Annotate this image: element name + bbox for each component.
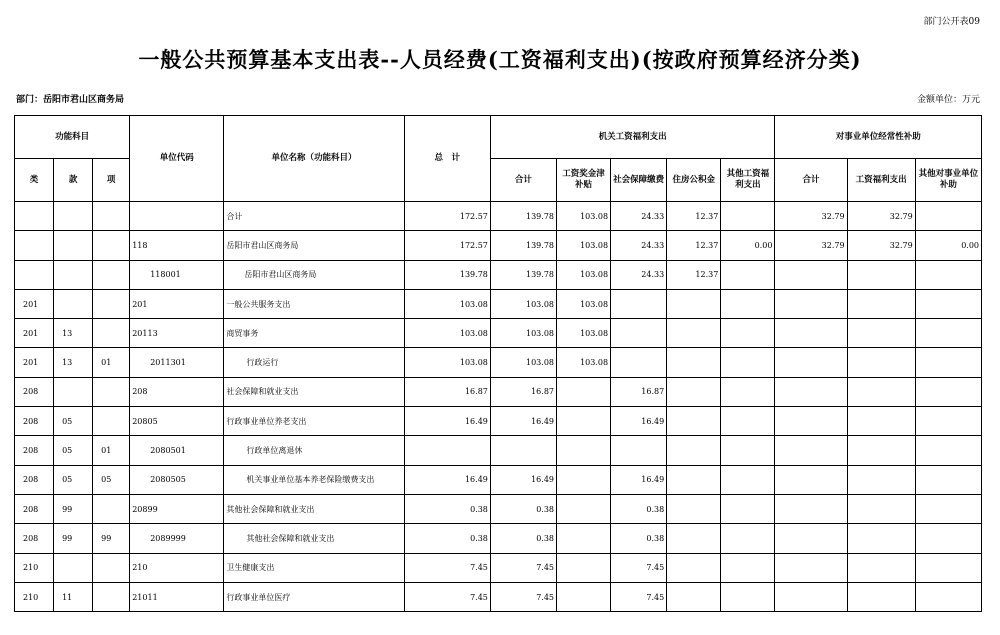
cell-subsidy-wage-welfare — [847, 319, 915, 348]
header-unit-name: 单位名称（功能科目） — [224, 116, 404, 202]
cell-agency-housing-fund — [667, 348, 721, 377]
header-agency-wage-bonus: 工资奖金津补贴 — [557, 159, 611, 202]
cell-kuan: 05 — [54, 407, 93, 436]
table-row — [15, 289, 982, 318]
header-unit-code: 单位代码 — [130, 116, 224, 202]
cell-agency-social-security: 7.45 — [611, 582, 667, 611]
cell-agency-other — [721, 407, 775, 436]
cell-unit-code: 2080501 — [130, 436, 224, 465]
cell-xiang: 99 — [93, 524, 130, 553]
cell-unit-name: 其他社会保障和就业支出 — [224, 524, 404, 553]
cell-unit-code: 20805 — [130, 407, 224, 436]
cell-kuan: 99 — [54, 524, 93, 553]
cell-agency-social-security: 16.49 — [611, 407, 667, 436]
cell-total: 103.08 — [404, 289, 490, 318]
cell-lei: 208 — [15, 436, 54, 465]
cell-agency-wage-bonus — [557, 553, 611, 582]
table-row — [15, 202, 982, 231]
cell-lei — [15, 260, 54, 289]
cell-unit-code: 118001 — [130, 260, 224, 289]
expenditure-table — [14, 115, 982, 612]
cell-agency-housing-fund — [667, 289, 721, 318]
cell-agency-wage-bonus — [557, 407, 611, 436]
cell-agency-total: 0.38 — [490, 524, 556, 553]
table-body — [15, 202, 982, 612]
cell-agency-social-security: 7.45 — [611, 553, 667, 582]
cell-unit-code: 2011301 — [130, 348, 224, 377]
cell-agency-total: 16.87 — [490, 377, 556, 406]
cell-agency-social-security: 24.33 — [611, 231, 667, 260]
cell-subsidy-wage-welfare: 32.79 — [847, 202, 915, 231]
cell-total: 103.08 — [404, 348, 490, 377]
amount-unit-label: 金额单位：万元 — [916, 95, 980, 105]
cell-subsidy-total — [775, 524, 847, 553]
cell-subsidy-wage-welfare — [847, 289, 915, 318]
cell-unit-name: 卫生健康支出 — [224, 553, 404, 582]
cell-agency-other — [721, 377, 775, 406]
cell-total: 16.49 — [404, 465, 490, 494]
table-row — [15, 494, 982, 523]
cell-lei: 208 — [15, 407, 54, 436]
header-agency-total: 合计 — [490, 159, 556, 202]
cell-agency-housing-fund — [667, 436, 721, 465]
cell-agency-social-security — [611, 348, 667, 377]
cell-subsidy-wage-welfare — [847, 377, 915, 406]
table-row — [15, 524, 982, 553]
cell-agency-wage-bonus: 103.08 — [557, 260, 611, 289]
cell-lei: 210 — [15, 582, 54, 611]
cell-subsidy-total — [775, 582, 847, 611]
cell-agency-other — [721, 289, 775, 318]
cell-total: 7.45 — [404, 553, 490, 582]
table-row — [15, 407, 982, 436]
cell-unit-code: 118 — [130, 231, 224, 260]
cell-subsidy-other — [915, 465, 981, 494]
cell-subsidy-other — [915, 582, 981, 611]
cell-subsidy-other — [915, 377, 981, 406]
cell-agency-other — [721, 524, 775, 553]
table-row — [15, 260, 982, 289]
cell-agency-social-security: 24.33 — [611, 260, 667, 289]
cell-agency-housing-fund — [667, 494, 721, 523]
cell-unit-code: 208 — [130, 377, 224, 406]
cell-agency-housing-fund — [667, 553, 721, 582]
table-row — [15, 553, 982, 582]
cell-subsidy-other — [915, 407, 981, 436]
cell-xiang — [93, 231, 130, 260]
cell-xiang — [93, 582, 130, 611]
header-kuan: 款 — [54, 159, 93, 202]
cell-total: 139.78 — [404, 260, 490, 289]
cell-subsidy-wage-welfare — [847, 524, 915, 553]
cell-agency-total: 139.78 — [490, 202, 556, 231]
cell-subsidy-wage-welfare — [847, 348, 915, 377]
cell-agency-total: 7.45 — [490, 553, 556, 582]
cell-lei: 208 — [15, 465, 54, 494]
cell-subsidy-total: 32.79 — [775, 202, 847, 231]
cell-subsidy-other: 0.00 — [915, 231, 981, 260]
cell-subsidy-other — [915, 348, 981, 377]
header-subsidy-wage-welfare: 工资福利支出 — [847, 159, 915, 202]
cell-agency-housing-fund: 12.37 — [667, 231, 721, 260]
cell-unit-name: 行政事业单位医疗 — [224, 582, 404, 611]
cell-agency-total: 139.78 — [490, 231, 556, 260]
cell-agency-other — [721, 348, 775, 377]
table-row — [15, 348, 982, 377]
cell-agency-total — [490, 436, 556, 465]
cell-agency-total: 16.49 — [490, 407, 556, 436]
cell-lei: 201 — [15, 319, 54, 348]
cell-agency-wage-bonus — [557, 465, 611, 494]
cell-subsidy-wage-welfare — [847, 494, 915, 523]
cell-subsidy-wage-welfare — [847, 407, 915, 436]
cell-total: 172.57 — [404, 202, 490, 231]
cell-agency-social-security: 24.33 — [611, 202, 667, 231]
cell-subsidy-total — [775, 319, 847, 348]
cell-lei: 208 — [15, 494, 54, 523]
cell-lei: 208 — [15, 524, 54, 553]
cell-xiang — [93, 494, 130, 523]
cell-xiang — [93, 553, 130, 582]
cell-xiang — [93, 407, 130, 436]
header-institution-subsidy: 对事业单位经常性补助 — [775, 116, 982, 159]
cell-subsidy-total — [775, 377, 847, 406]
cell-agency-housing-fund — [667, 377, 721, 406]
cell-agency-total: 0.38 — [490, 494, 556, 523]
header-total: 总 计 — [404, 116, 490, 202]
cell-xiang — [93, 260, 130, 289]
cell-subsidy-total — [775, 407, 847, 436]
cell-subsidy-other — [915, 524, 981, 553]
cell-agency-housing-fund: 12.37 — [667, 260, 721, 289]
cell-agency-wage-bonus — [557, 582, 611, 611]
cell-agency-total: 7.45 — [490, 582, 556, 611]
cell-agency-other — [721, 494, 775, 523]
cell-kuan: 13 — [54, 348, 93, 377]
cell-total: 0.38 — [404, 524, 490, 553]
cell-xiang: 01 — [93, 348, 130, 377]
cell-agency-other — [721, 582, 775, 611]
cell-agency-other: 0.00 — [721, 231, 775, 260]
header-agency-wage-welfare: 机关工资福利支出 — [490, 116, 775, 159]
cell-subsidy-wage-welfare — [847, 465, 915, 494]
cell-agency-total: 103.08 — [490, 319, 556, 348]
cell-agency-social-security — [611, 436, 667, 465]
cell-kuan: 99 — [54, 494, 93, 523]
cell-agency-social-security — [611, 319, 667, 348]
cell-subsidy-total — [775, 348, 847, 377]
cell-subsidy-other — [915, 553, 981, 582]
cell-lei — [15, 202, 54, 231]
header-functional-subject: 功能科目 — [15, 116, 130, 159]
cell-agency-social-security: 16.87 — [611, 377, 667, 406]
header-lei: 类 — [15, 159, 54, 202]
cell-lei: 208 — [15, 377, 54, 406]
cell-agency-wage-bonus — [557, 436, 611, 465]
cell-agency-housing-fund — [667, 465, 721, 494]
header-agency-other: 其他工资福利支出 — [721, 159, 775, 202]
cell-subsidy-total — [775, 260, 847, 289]
cell-total: 16.49 — [404, 407, 490, 436]
cell-xiang — [93, 289, 130, 318]
cell-agency-housing-fund — [667, 319, 721, 348]
cell-kuan — [54, 553, 93, 582]
cell-unit-name: 行政运行 — [224, 348, 404, 377]
cell-unit-name: 行政单位离退休 — [224, 436, 404, 465]
cell-lei: 201 — [15, 289, 54, 318]
table-row — [15, 377, 982, 406]
cell-agency-housing-fund — [667, 582, 721, 611]
cell-total: 7.45 — [404, 582, 490, 611]
cell-unit-code: 20899 — [130, 494, 224, 523]
cell-agency-wage-bonus — [557, 494, 611, 523]
cell-lei — [15, 231, 54, 260]
cell-subsidy-total — [775, 494, 847, 523]
cell-unit-name: 商贸事务 — [224, 319, 404, 348]
header-subsidy-other: 其他对事业单位补助 — [915, 159, 981, 202]
cell-unit-code: 201 — [130, 289, 224, 318]
cell-xiang — [93, 377, 130, 406]
department-label: 部门：岳阳市君山区商务局 — [16, 95, 125, 105]
cell-subsidy-other — [915, 260, 981, 289]
cell-lei: 210 — [15, 553, 54, 582]
cell-agency-other — [721, 553, 775, 582]
cell-subsidy-wage-welfare — [847, 553, 915, 582]
cell-agency-wage-bonus: 103.08 — [557, 289, 611, 318]
cell-subsidy-other — [915, 494, 981, 523]
cell-unit-name: 其他社会保障和就业支出 — [224, 494, 404, 523]
cell-unit-name: 一般公共服务支出 — [224, 289, 404, 318]
cell-subsidy-other — [915, 319, 981, 348]
cell-subsidy-wage-welfare: 32.79 — [847, 231, 915, 260]
cell-subsidy-total — [775, 465, 847, 494]
cell-agency-wage-bonus: 103.08 — [557, 231, 611, 260]
cell-kuan — [54, 202, 93, 231]
cell-subsidy-wage-welfare — [847, 436, 915, 465]
cell-total: 103.08 — [404, 319, 490, 348]
cell-unit-name: 社会保障和就业支出 — [224, 377, 404, 406]
cell-subsidy-wage-welfare — [847, 260, 915, 289]
cell-unit-name: 行政事业单位养老支出 — [224, 407, 404, 436]
cell-agency-total: 139.78 — [490, 260, 556, 289]
cell-unit-code: 210 — [130, 553, 224, 582]
cell-agency-wage-bonus: 103.08 — [557, 348, 611, 377]
cell-agency-wage-bonus — [557, 524, 611, 553]
cell-agency-total: 103.08 — [490, 348, 556, 377]
report-number-label: 部门公开表09 — [923, 17, 980, 27]
header-agency-housing-fund: 住房公积金 — [667, 159, 721, 202]
table-row — [15, 465, 982, 494]
cell-subsidy-other — [915, 436, 981, 465]
cell-agency-housing-fund — [667, 524, 721, 553]
cell-subsidy-total — [775, 436, 847, 465]
cell-unit-name: 合计 — [224, 202, 404, 231]
cell-agency-wage-bonus — [557, 377, 611, 406]
cell-unit-code: 20113 — [130, 319, 224, 348]
cell-agency-other — [721, 202, 775, 231]
cell-unit-code — [130, 202, 224, 231]
cell-agency-other — [721, 436, 775, 465]
table-row — [15, 582, 982, 611]
cell-subsidy-other — [915, 289, 981, 318]
header-xiang: 项 — [93, 159, 130, 202]
cell-subsidy-total — [775, 553, 847, 582]
cell-agency-housing-fund — [667, 407, 721, 436]
cell-unit-name: 岳阳市君山区商务局 — [224, 260, 404, 289]
cell-agency-other — [721, 260, 775, 289]
cell-unit-name: 岳阳市君山区商务局 — [224, 231, 404, 260]
cell-agency-total: 103.08 — [490, 289, 556, 318]
cell-agency-social-security — [611, 289, 667, 318]
cell-agency-social-security: 0.38 — [611, 524, 667, 553]
header-subsidy-total: 合计 — [775, 159, 847, 202]
cell-kuan: 11 — [54, 582, 93, 611]
cell-agency-other — [721, 465, 775, 494]
cell-kuan — [54, 260, 93, 289]
cell-xiang: 01 — [93, 436, 130, 465]
cell-subsidy-wage-welfare — [847, 582, 915, 611]
cell-unit-code: 21011 — [130, 582, 224, 611]
cell-xiang — [93, 319, 130, 348]
page-title: 一般公共预算基本支出表--人员经费(工资福利支出)(按政府预算经济分类) — [138, 47, 862, 72]
cell-agency-social-security: 16.49 — [611, 465, 667, 494]
cell-subsidy-total: 32.79 — [775, 231, 847, 260]
cell-kuan: 05 — [54, 436, 93, 465]
cell-kuan — [54, 377, 93, 406]
cell-xiang — [93, 202, 130, 231]
cell-lei: 201 — [15, 348, 54, 377]
cell-total: 172.57 — [404, 231, 490, 260]
cell-unit-name: 机关事业单位基本养老保险缴费支出 — [224, 465, 404, 494]
cell-kuan — [54, 231, 93, 260]
cell-xiang: 05 — [93, 465, 130, 494]
cell-total — [404, 436, 490, 465]
cell-total: 0.38 — [404, 494, 490, 523]
cell-kuan: 05 — [54, 465, 93, 494]
header-agency-social-security: 社会保障缴费 — [611, 159, 667, 202]
cell-agency-wage-bonus: 103.08 — [557, 319, 611, 348]
cell-unit-code: 2089999 — [130, 524, 224, 553]
table-row — [15, 436, 982, 465]
cell-subsidy-total — [775, 289, 847, 318]
cell-agency-total: 16.49 — [490, 465, 556, 494]
cell-agency-social-security: 0.38 — [611, 494, 667, 523]
cell-agency-other — [721, 319, 775, 348]
cell-kuan: 13 — [54, 319, 93, 348]
table-row — [15, 319, 982, 348]
cell-kuan — [54, 289, 93, 318]
cell-subsidy-other — [915, 202, 981, 231]
cell-agency-housing-fund: 12.37 — [667, 202, 721, 231]
cell-agency-wage-bonus: 103.08 — [557, 202, 611, 231]
table-row — [15, 231, 982, 260]
cell-total: 16.87 — [404, 377, 490, 406]
cell-unit-code: 2080505 — [130, 465, 224, 494]
